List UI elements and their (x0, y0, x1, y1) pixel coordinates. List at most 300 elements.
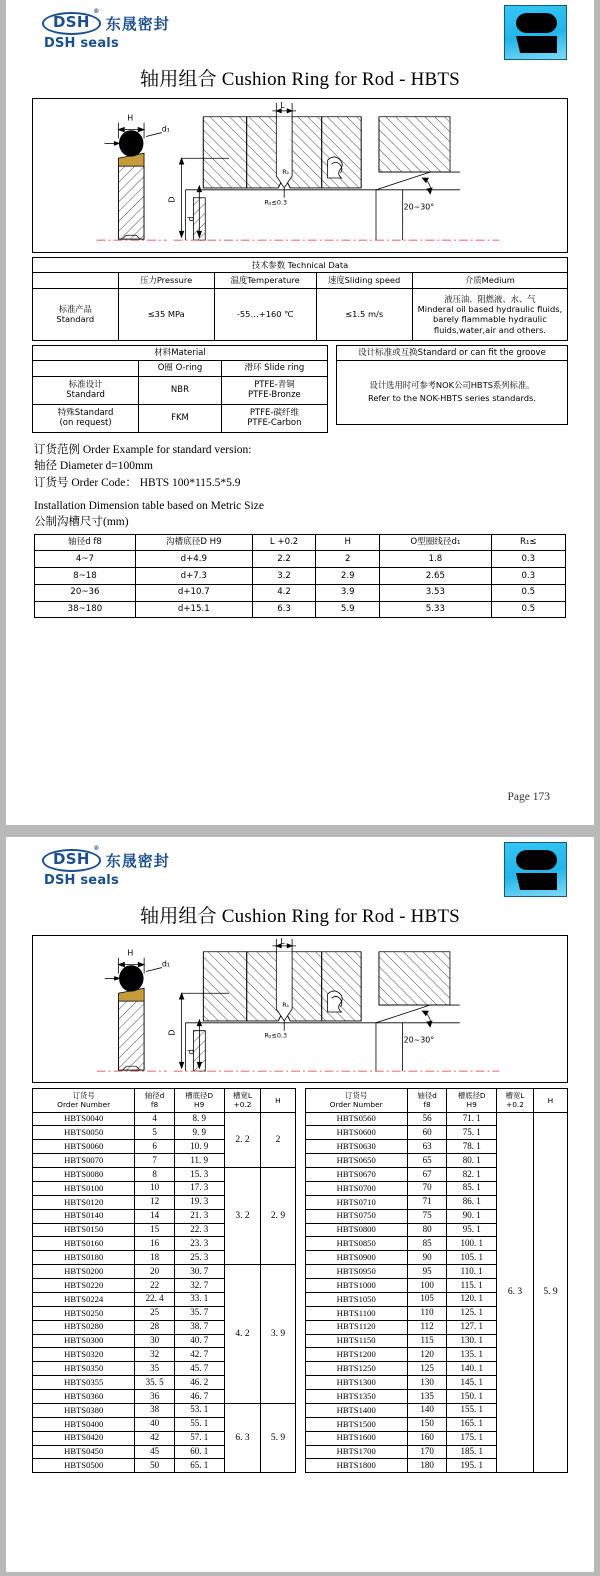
install-col-d: 轴径d f8 (35, 534, 136, 551)
groove-diameter-cell: 100. 1 (447, 1237, 497, 1251)
install-col-L: L +0.2 (252, 534, 316, 551)
install-cell: 5.9 (316, 601, 380, 618)
groove-diameter-cell: 82. 1 (447, 1168, 497, 1182)
tech-value-speed: ≤1.5 m/s (316, 288, 412, 340)
height-cell: 5. 9 (533, 1112, 567, 1473)
groove-diameter-cell: 9. 9 (174, 1126, 224, 1140)
shaft-diameter-cell: 170 (407, 1445, 446, 1459)
shaft-diameter-cell: 42 (135, 1431, 174, 1445)
drawing-label-angle: 20~30° (403, 1035, 435, 1045)
order-number-cell: HBTS0150 (33, 1223, 135, 1237)
drawing-label-H: H (127, 948, 134, 958)
shaft-diameter-cell: 14 (135, 1209, 174, 1223)
groove-diameter-cell: 55. 1 (174, 1417, 224, 1431)
shaft-diameter-cell: 180 (407, 1459, 446, 1473)
order-number-cell: HBTS0850 (305, 1237, 407, 1251)
groove-diameter-cell: 35. 7 (174, 1306, 224, 1320)
drawing-label-R1: R₁ (282, 1001, 290, 1010)
groove-diameter-cell: 46. 2 (174, 1376, 224, 1390)
groove-diameter-cell: 17. 3 (174, 1181, 224, 1195)
groove-diameter-cell: 115. 1 (447, 1279, 497, 1293)
standard-body: 设计选用时可参考NOK公司HBTS系列标准。 Refer to the NOK-HBTS series standards. (337, 361, 568, 425)
height-cell: 5. 9 (261, 1403, 295, 1472)
install-col-d1: O型圈线径d₁ (380, 534, 492, 551)
table-row (35, 584, 566, 601)
drawing-label-H: H (127, 113, 134, 123)
order-number-cell: HBTS1500 (305, 1417, 407, 1431)
install-col-H: H (316, 534, 380, 551)
install-col-R1: R₁≤ (491, 534, 565, 551)
groove-diameter-cell: 15. 3 (174, 1168, 224, 1182)
drawing-label-R2: R₂≤0.3 (264, 198, 288, 207)
product-thumbnail-icon (504, 842, 567, 897)
shaft-diameter-cell: 150 (407, 1417, 446, 1431)
groove-diameter-cell: 86. 1 (447, 1195, 497, 1209)
order-number-cell: HBTS0750 (305, 1209, 407, 1223)
standard-header: 设计标准或互换Standard or can fit the groove (337, 345, 568, 361)
order-number-cell: HBTS0040 (33, 1112, 135, 1126)
install-cell: 0.3 (491, 551, 565, 568)
order-number-cell: HBTS0100 (33, 1181, 135, 1195)
order-col-4: H (261, 1089, 295, 1113)
material-header: 材料Material (33, 345, 328, 361)
order-table-left-wrap (32, 1088, 296, 1473)
technical-drawing-2 (32, 935, 568, 1083)
order-number-cell: HBTS1700 (305, 1445, 407, 1459)
groove-diameter-cell: 45. 7 (174, 1362, 224, 1376)
order-number-cell: HBTS0380 (33, 1403, 135, 1417)
shaft-diameter-cell: 80 (407, 1223, 446, 1237)
groove-diameter-cell: 165. 1 (447, 1417, 497, 1431)
product-oring-shape (516, 850, 557, 870)
install-cell: 3.2 (252, 568, 316, 585)
tech-col-temperature: 温度Temperature (214, 273, 316, 288)
order-number-cell: HBTS0450 (33, 1445, 135, 1459)
groove-diameter-cell: 195. 1 (447, 1459, 497, 1473)
drawing-label-R1: R₁ (282, 168, 290, 177)
groove-diameter-cell: 105. 1 (447, 1251, 497, 1265)
groove-diameter-cell: 33. 1 (174, 1292, 224, 1306)
shaft-diameter-cell: 105 (407, 1292, 446, 1306)
shaft-diameter-cell: 4 (135, 1112, 174, 1126)
product-slidering-shape (516, 873, 557, 890)
table-row (305, 1112, 568, 1126)
install-cell: 3.53 (380, 584, 492, 601)
groove-diameter-cell: 120. 1 (447, 1292, 497, 1306)
shaft-diameter-cell: 6 (135, 1140, 174, 1154)
drawing-label-d1: d₁ (161, 124, 170, 134)
material-row-standard-label: 标准设计 Standard (33, 376, 139, 404)
groove-diameter-cell: 21. 3 (174, 1209, 224, 1223)
tech-value-temperature: -55…+160 ℃ (214, 288, 316, 340)
shaft-diameter-cell: 8 (135, 1168, 174, 1182)
order-col-4: H (533, 1089, 567, 1113)
tech-value-medium: 液压油、阻燃液、水、气 Minderal oil based hydraulic fluids, barely flammable hydraulic fluids,water,air and others. (412, 288, 567, 340)
groove-diameter-cell: 75. 1 (447, 1126, 497, 1140)
install-dimension-section (34, 534, 566, 619)
page-header (6, 0, 594, 62)
order-col-3: 槽宽L +0.2 (224, 1089, 261, 1113)
shaft-diameter-cell: 130 (407, 1376, 446, 1390)
order-col-1: 轴径d f8 (135, 1089, 174, 1113)
drawing-label-R2: R₂≤0.3 (264, 1031, 288, 1040)
groove-diameter-cell: 135. 1 (447, 1348, 497, 1362)
order-number-cell: HBTS1150 (305, 1334, 407, 1348)
groove-diameter-cell: 127. 1 (447, 1320, 497, 1334)
order-number-cell: HBTS0070 (33, 1154, 135, 1168)
material-row-standard-oring: NBR (139, 376, 222, 404)
tech-value-pressure: ≤35 MPa (118, 288, 214, 340)
shaft-diameter-cell: 140 (407, 1403, 446, 1417)
groove-diameter-cell: 150. 1 (447, 1390, 497, 1404)
registered-trademark-icon: ® (93, 845, 100, 852)
shaft-diameter-cell: 18 (135, 1251, 174, 1265)
shaft-diameter-cell: 7 (135, 1154, 174, 1168)
table-row (33, 1403, 296, 1417)
order-number-cell: HBTS0950 (305, 1265, 407, 1279)
page-header-2 (6, 837, 594, 899)
height-cell: 3. 9 (261, 1265, 295, 1404)
shaft-diameter-cell: 35. 5 (135, 1376, 174, 1390)
install-col-D: 沟槽底径D H9 (135, 534, 252, 551)
order-number-cell: HBTS0140 (33, 1209, 135, 1223)
technical-data-table (32, 257, 568, 341)
shaft-diameter-cell: 115 (407, 1334, 446, 1348)
install-cell: 3.9 (316, 584, 380, 601)
install-cell: 5.33 (380, 601, 492, 618)
shaft-diameter-cell: 70 (407, 1181, 446, 1195)
material-col-blank (33, 361, 139, 377)
groove-width-cell: 4. 2 (224, 1265, 261, 1404)
order-col-2: 槽底径D H9 (174, 1089, 224, 1113)
drawing-label-D: D (167, 1029, 177, 1036)
order-example-line2: 轴径 Diameter d=100mm (34, 460, 153, 473)
order-number-cell: HBTS0710 (305, 1195, 407, 1209)
order-example-block (34, 442, 566, 531)
tech-col-pressure: 压力Pressure (118, 273, 214, 288)
order-col-0: 订货号 Order Number (305, 1089, 407, 1113)
order-number-cell: HBTS0080 (33, 1168, 135, 1182)
groove-diameter-cell: 11. 9 (174, 1154, 224, 1168)
install-dimension-table (34, 534, 566, 619)
groove-diameter-cell: 19. 3 (174, 1195, 224, 1209)
table-row (35, 551, 566, 568)
order-number-cell: HBTS1400 (305, 1403, 407, 1417)
groove-diameter-cell: 23. 3 (174, 1237, 224, 1251)
shaft-diameter-cell: 35 (135, 1362, 174, 1376)
groove-diameter-cell: 40. 7 (174, 1334, 224, 1348)
groove-diameter-cell: 53. 1 (174, 1403, 224, 1417)
groove-diameter-cell: 71. 1 (447, 1112, 497, 1126)
install-note-en: Installation Dimension table based on Metric Size (34, 499, 264, 512)
order-col-3: 槽宽L +0.2 (497, 1089, 534, 1113)
install-cell: 4.2 (252, 584, 316, 601)
drawing-label-L: L (280, 100, 285, 110)
material-row-special-oring: FKM (139, 404, 222, 432)
install-note-cn: 公制沟槽尺寸(mm) (34, 516, 129, 529)
install-cell: 0.3 (491, 568, 565, 585)
shaft-diameter-cell: 90 (407, 1251, 446, 1265)
page-title-2: 轴用组合 Cushion Ring for Rod - HBTS (140, 906, 460, 927)
brand-name-en: DSH seals (44, 35, 119, 51)
groove-width-cell: 2. 2 (224, 1112, 261, 1168)
groove-width-cell: 6. 3 (497, 1112, 534, 1473)
install-cell: 8~18 (35, 568, 136, 585)
groove-diameter-cell: 80. 1 (447, 1154, 497, 1168)
shaft-diameter-cell: 45 (135, 1445, 174, 1459)
groove-diameter-cell: 175. 1 (447, 1431, 497, 1445)
order-number-cell: HBTS0280 (33, 1320, 135, 1334)
groove-diameter-cell: 8. 9 (174, 1112, 224, 1126)
product-oring-shape (516, 13, 557, 33)
order-number-cell: HBTS0650 (305, 1154, 407, 1168)
shaft-diameter-cell: 100 (407, 1279, 446, 1293)
order-number-cell: HBTS0050 (33, 1126, 135, 1140)
install-cell: d+4.9 (135, 551, 252, 568)
install-cell: 4~7 (35, 551, 136, 568)
install-cell: 6.3 (252, 601, 316, 618)
dsh-logo-text: DSH (53, 13, 90, 31)
install-cell: 0.5 (491, 584, 565, 601)
drawing-label-d: d (186, 1049, 196, 1055)
groove-diameter-cell: 25. 3 (174, 1251, 224, 1265)
shaft-diameter-cell: 160 (407, 1431, 446, 1445)
table-row (35, 568, 566, 585)
groove-diameter-cell: 78. 1 (447, 1140, 497, 1154)
order-number-cell: HBTS1120 (305, 1320, 407, 1334)
order-example-line3: 订货号 Order Code： HBTS 100*115.5*5.9 (34, 476, 241, 489)
order-table-left (32, 1088, 296, 1473)
registered-trademark-icon: ® (93, 8, 100, 15)
order-col-1: 轴径d f8 (407, 1089, 446, 1113)
shaft-diameter-cell: 32 (135, 1348, 174, 1362)
shaft-diameter-cell: 120 (407, 1348, 446, 1362)
groove-diameter-cell: 60. 1 (174, 1445, 224, 1459)
install-cell: d+7.3 (135, 568, 252, 585)
product-thumbnail-icon (504, 5, 567, 60)
shaft-diameter-cell: 65 (407, 1154, 446, 1168)
groove-diameter-cell: 155. 1 (447, 1403, 497, 1417)
order-number-tables (32, 1088, 568, 1473)
order-number-cell: HBTS1600 (305, 1431, 407, 1445)
order-number-cell: HBTS0400 (33, 1417, 135, 1431)
standard-section (336, 345, 568, 433)
order-number-cell: HBTS0360 (33, 1390, 135, 1404)
groove-width-cell: 3. 2 (224, 1168, 261, 1265)
shaft-diameter-cell: 125 (407, 1362, 446, 1376)
order-number-cell: HBTS0420 (33, 1431, 135, 1445)
shaft-diameter-cell: 112 (407, 1320, 446, 1334)
groove-diameter-cell: 110. 1 (447, 1265, 497, 1279)
order-number-cell: HBTS0250 (33, 1306, 135, 1320)
groove-diameter-cell: 46. 7 (174, 1390, 224, 1404)
groove-diameter-cell: 10. 9 (174, 1140, 224, 1154)
order-number-cell: HBTS0600 (305, 1126, 407, 1140)
material-table (32, 345, 328, 433)
dsh-logo-text: DSH (53, 850, 90, 868)
install-cell: 2.2 (252, 551, 316, 568)
order-number-cell: HBTS0180 (33, 1251, 135, 1265)
order-number-cell: HBTS1000 (305, 1279, 407, 1293)
technical-drawing (32, 98, 568, 253)
technical-data-section (32, 257, 568, 341)
groove-diameter-cell: 125. 1 (447, 1306, 497, 1320)
order-col-2: 槽底径D H9 (447, 1089, 497, 1113)
order-table-right (305, 1088, 569, 1473)
shaft-diameter-cell: 56 (407, 1112, 446, 1126)
order-number-cell: HBTS1100 (305, 1306, 407, 1320)
groove-diameter-cell: 145. 1 (447, 1376, 497, 1390)
groove-diameter-cell: 130. 1 (447, 1334, 497, 1348)
shaft-diameter-cell: 71 (407, 1195, 446, 1209)
shaft-diameter-cell: 20 (135, 1265, 174, 1279)
install-cell: 0.5 (491, 601, 565, 618)
brand-name-en: DSH seals (44, 872, 119, 888)
height-cell: 2 (261, 1112, 295, 1168)
order-number-cell: HBTS0800 (305, 1223, 407, 1237)
table-row (33, 1168, 296, 1182)
order-number-cell: HBTS1300 (305, 1376, 407, 1390)
order-number-cell: HBTS0630 (305, 1140, 407, 1154)
groove-diameter-cell: 85. 1 (447, 1181, 497, 1195)
install-cell: 20~36 (35, 584, 136, 601)
shaft-diameter-cell: 40 (135, 1417, 174, 1431)
material-row-special-label: 特殊Standard (on request) (33, 404, 139, 432)
material-row-standard-slide: PTFE-青铜 PTFE-Bronze (221, 376, 327, 404)
brand-name-cn: 东晟密封 (105, 851, 170, 870)
technical-data-header: 技术参数 Technical Data (33, 258, 568, 273)
shaft-diameter-cell: 38 (135, 1403, 174, 1417)
standard-table (336, 345, 568, 426)
shaft-diameter-cell: 110 (407, 1306, 446, 1320)
material-section (32, 345, 328, 433)
order-number-cell: HBTS0120 (33, 1195, 135, 1209)
order-number-cell: HBTS0200 (33, 1265, 135, 1279)
datasheet-page-1 (6, 0, 594, 825)
shaft-diameter-cell: 36 (135, 1390, 174, 1404)
dsh-logo-mark (42, 845, 101, 872)
install-cell: 2.65 (380, 568, 492, 585)
order-number-cell: HBTS0355 (33, 1376, 135, 1390)
order-number-cell: HBTS1250 (305, 1362, 407, 1376)
shaft-diameter-cell: 15 (135, 1223, 174, 1237)
order-number-cell: HBTS0060 (33, 1140, 135, 1154)
material-row-special-slide: PTFE-碳纤维 PTFE-Carbon (221, 404, 327, 432)
brand-name-cn: 东晟密封 (105, 14, 170, 33)
install-cell: 1.8 (380, 551, 492, 568)
groove-diameter-cell: 22. 3 (174, 1223, 224, 1237)
dsh-logo-mark (42, 8, 101, 35)
shaft-diameter-cell: 30 (135, 1334, 174, 1348)
order-number-cell: HBTS1200 (305, 1348, 407, 1362)
shaft-diameter-cell: 10 (135, 1181, 174, 1195)
drawing-label-L: L (280, 936, 285, 946)
groove-diameter-cell: 30. 7 (174, 1265, 224, 1279)
shaft-diameter-cell: 60 (407, 1126, 446, 1140)
groove-diameter-cell: 42. 7 (174, 1348, 224, 1362)
page-number: Page 173 (507, 791, 550, 803)
shaft-diameter-cell: 28 (135, 1320, 174, 1334)
groove-diameter-cell: 57. 1 (174, 1431, 224, 1445)
drawing-label-d1: d₁ (161, 959, 171, 969)
table-row (33, 1112, 296, 1126)
shaft-diameter-cell: 135 (407, 1390, 446, 1404)
order-number-cell: HBTS0350 (33, 1362, 135, 1376)
brand-logo (42, 8, 170, 51)
shaft-diameter-cell: 63 (407, 1140, 446, 1154)
shaft-diameter-cell: 67 (407, 1168, 446, 1182)
order-number-cell: HBTS0560 (305, 1112, 407, 1126)
shaft-diameter-cell: 95 (407, 1265, 446, 1279)
order-number-cell: HBTS0320 (33, 1348, 135, 1362)
shaft-diameter-cell: 85 (407, 1237, 446, 1251)
shaft-diameter-cell: 16 (135, 1237, 174, 1251)
groove-diameter-cell: 140. 1 (447, 1362, 497, 1376)
height-cell: 2. 9 (261, 1168, 295, 1265)
install-cell: d+15.1 (135, 601, 252, 618)
material-standard-row (32, 345, 568, 433)
order-example-line1: 订货范例 Order Example for standard version: (34, 443, 252, 456)
install-cell: 2.9 (316, 568, 380, 585)
shaft-diameter-cell: 5 (135, 1126, 174, 1140)
order-table-right-wrap (305, 1088, 569, 1473)
order-number-cell: HBTS0224 (33, 1292, 135, 1306)
shaft-diameter-cell: 75 (407, 1209, 446, 1223)
order-number-cell: HBTS0700 (305, 1181, 407, 1195)
groove-diameter-cell: 90. 1 (447, 1209, 497, 1223)
shaft-diameter-cell: 25 (135, 1306, 174, 1320)
groove-diameter-cell: 185. 1 (447, 1445, 497, 1459)
install-cell: d+10.7 (135, 584, 252, 601)
tech-col-blank (33, 273, 119, 288)
shaft-diameter-cell: 22. 4 (135, 1292, 174, 1306)
order-number-cell: HBTS1350 (305, 1390, 407, 1404)
tech-row-label: 标准产品 Standard (33, 288, 119, 340)
groove-diameter-cell: 65. 1 (174, 1459, 224, 1473)
install-cell: 2 (316, 551, 380, 568)
tech-col-speed: 速度Sliding speed (316, 273, 412, 288)
tech-col-medium: 介质Medium (412, 273, 567, 288)
order-number-cell: HBTS0220 (33, 1279, 135, 1293)
order-col-0: 订货号 Order Number (33, 1089, 135, 1113)
order-number-cell: HBTS1800 (305, 1459, 407, 1473)
groove-diameter-cell: 95. 1 (447, 1223, 497, 1237)
table-row (33, 1265, 296, 1279)
order-number-cell: HBTS0500 (33, 1459, 135, 1473)
material-col-oring: O圈 O-ring (139, 361, 222, 377)
material-col-slidering: 滑环 Slide ring (221, 361, 327, 377)
drawing-label-d: d (186, 216, 196, 222)
page-title: 轴用组合 Cushion Ring for Rod - HBTS (140, 69, 460, 90)
shaft-diameter-cell: 50 (135, 1459, 174, 1473)
install-cell: 38~180 (35, 601, 136, 618)
table-row (35, 601, 566, 618)
order-number-cell: HBTS0900 (305, 1251, 407, 1265)
product-slidering-shape (516, 36, 557, 53)
shaft-diameter-cell: 12 (135, 1195, 174, 1209)
groove-width-cell: 6. 3 (224, 1403, 261, 1472)
order-number-cell: HBTS0300 (33, 1334, 135, 1348)
drawing-label-angle: 20~30° (403, 202, 435, 212)
order-number-cell: HBTS0670 (305, 1168, 407, 1182)
drawing-label-D: D (167, 196, 177, 203)
groove-diameter-cell: 38. 7 (174, 1320, 224, 1334)
groove-diameter-cell: 32. 7 (174, 1279, 224, 1293)
order-number-cell: HBTS1050 (305, 1292, 407, 1306)
order-number-cell: HBTS0160 (33, 1237, 135, 1251)
shaft-diameter-cell: 22 (135, 1279, 174, 1293)
brand-logo-2 (42, 845, 170, 888)
